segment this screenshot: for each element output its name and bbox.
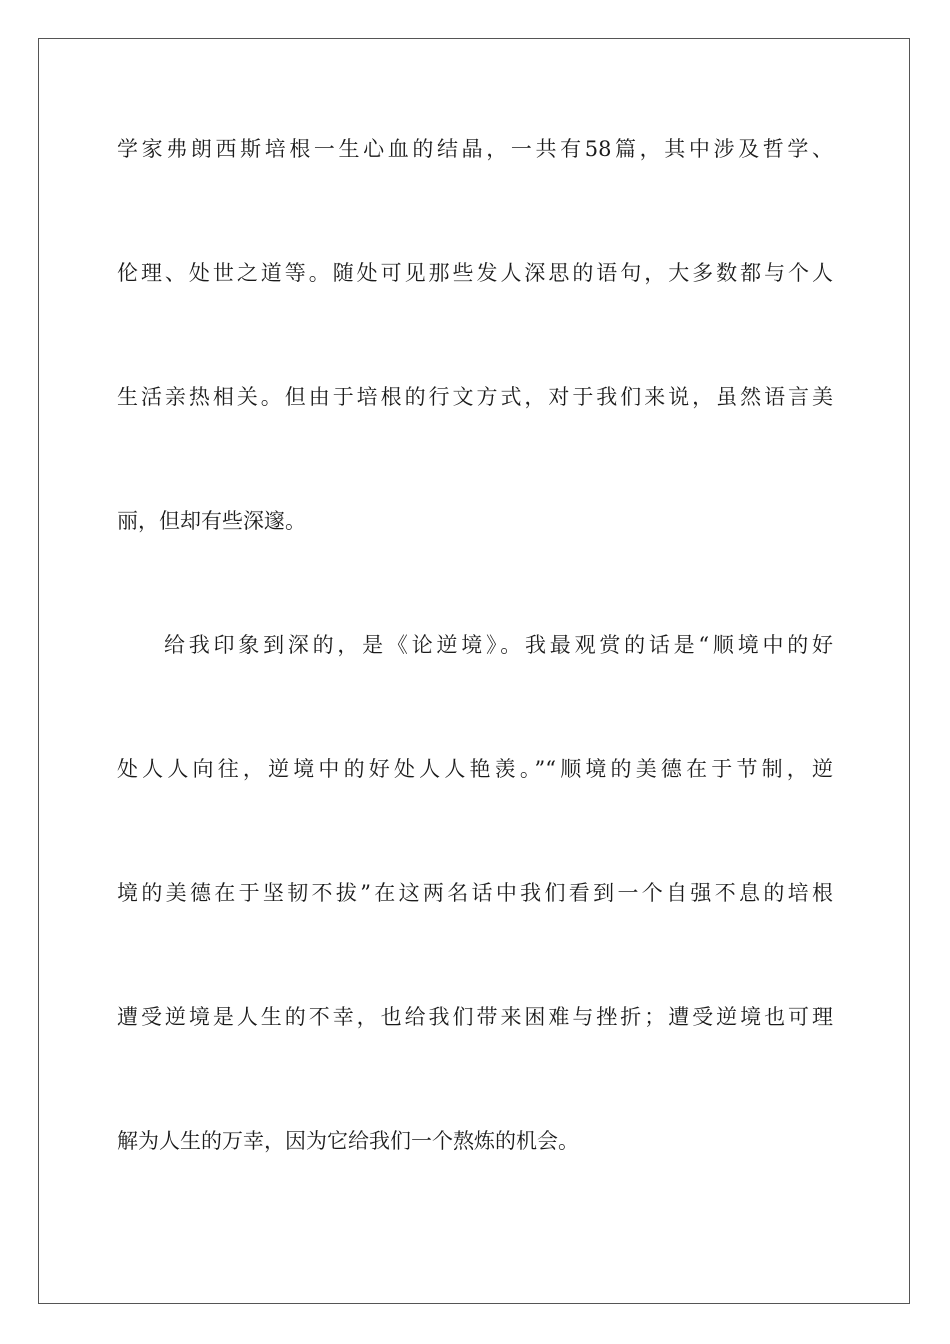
text-line: 遭受逆境是人生的不幸，也给我们带来困难与挫折；遭受逆境也可理 xyxy=(117,1005,833,1029)
text-line: 处人人向往，逆境中的好处人人艳羡。”“顺境的美德在于节制，逆 xyxy=(117,757,833,781)
page-border xyxy=(38,38,910,1304)
text-line: 伦理、处世之道等。随处可见那些发人深思的语句，大多数都与个人 xyxy=(117,261,833,285)
text-line: 给我印象到深的，是《论逆境》。我最观赏的话是“顺境中的好 xyxy=(164,633,833,657)
text-line: 境的美德在于坚韧不拔”在这两名话中我们看到一个自强不息的培根 xyxy=(117,881,833,905)
text-line: 解为人生的万幸，因为它给我们一个熬炼的机会。 xyxy=(117,1129,579,1153)
text-line: 生活亲热相关。但由于培根的行文方式，对于我们来说，虽然语言美 xyxy=(117,385,833,409)
text-line: 丽，但却有些深邃。 xyxy=(117,509,306,533)
text-line: 学家弗朗西斯培根一生心血的结晶，一共有58篇，其中涉及哲学、 xyxy=(117,137,833,161)
